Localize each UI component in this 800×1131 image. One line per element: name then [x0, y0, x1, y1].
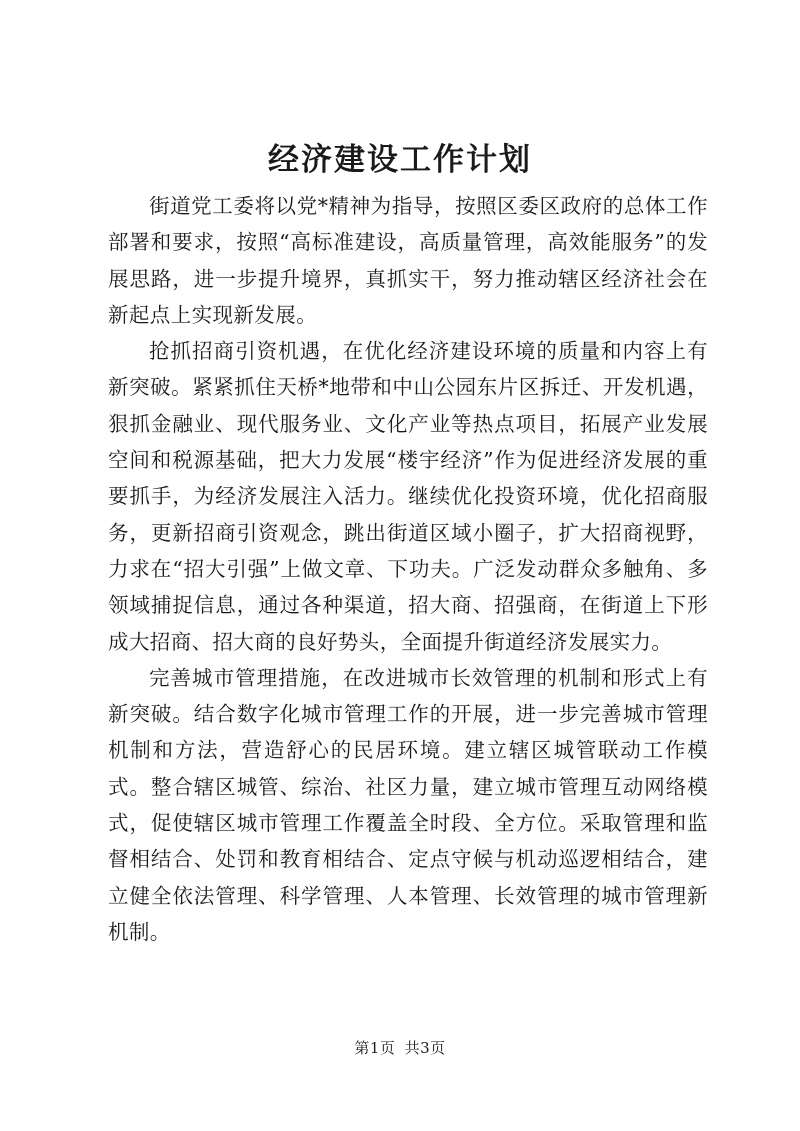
page-number: 第1页 [354, 1039, 396, 1057]
document-body [108, 188, 708, 950]
paragraph-city-management: 完善城市管理措施，在改进城市长效管理的机制和形式上有新突破。结合数字化城市管理工作的开展，进一步完善城市管理机制和方法，营造舒心的民居环境。建立辖区城管联动工作模式。整合辖区城管、综治、社区力量，建立城市管理互动网络模式，促使辖区城市管理工作覆盖全时段、全方位。采取管理和监督相结合、处罚和教育相结合、定点守候与机动巡逻相结合，建立健全依法管理、科学管理、人本管理、长效管理的城市管理新机制。 [108, 665, 708, 944]
paragraph-intro: 街道党工委将以党*精神为指导，按照区委区政府的总体工作部署和要求，按照“高标准建设，高质量管理，高效能服务”的发展思路，进一步提升境界，真抓实干，努力推动辖区经济社会在新起点上实现新发展。 [108, 194, 708, 327]
paragraph-investment: 抢抓招商引资机遇，在优化经济建设环境的质量和内容上有新突破。紧紧抓住天桥*地带和中山公园东片区拆迁、开发机遇，狠抓金融业、现代服务业、文化产业等热点项目，拓展产业发展空间和税源基础，把大力发展“楼宇经济”作为促进经济发展的重要抓手，为经济发展注入活力。继续优化投资环境，优化招商服务，更新招商引资观念，跳出街道区域小圈子，扩大招商视野，力求在“招大引强”上做文章、下功夫。广泛发动群众多触角、多领域捕捉信息，通过各种渠道，招大商、招强商，在街道上下形成大招商、招大商的良好势头，全面提升街道经济发展实力。 [108, 339, 708, 654]
document-title: 经济建设工作计划 [268, 142, 532, 178]
page-total: 共3页 [404, 1039, 446, 1057]
page-footer [0, 1038, 800, 1058]
